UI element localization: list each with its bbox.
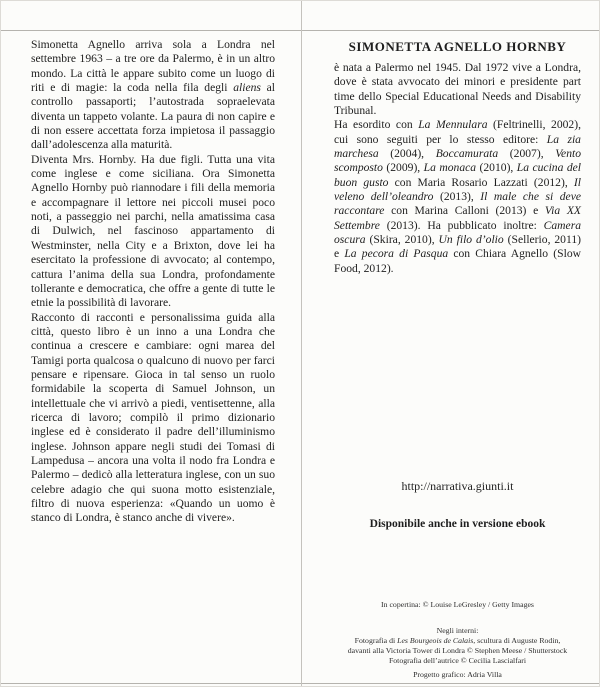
flap-paragraph: Diventa Mrs. Hornby. Ha due figli. Tutta una vita come inglese e come siciliana. Ora Simonetta Agnello Hornby può riannodare i fili della memoria e accompagnare il lettore nei piccoli musei poco noti, a passeggio nei parchi, nella amatissima casa di Dulwich, nel fascinoso appartamento di Westminster, nella City e a Brixton, dove lei ha esercitato la professione di avvocato; al contempo, cattura l’anima della sua Londra, profondamente tollerante e democratica, che offre a gente di tutte le etnie la possibilità di lavorare. bbox=[31, 152, 275, 310]
author-bibliography-paragraph: Ha esordito con La Mennulara (Feltrinelli, 2002), cui sono seguiti per lo stesso editore: La zia marchesa (2004), Boccamurata (2007), Vento scomposto (2009), La monaca (2010), La cucina del buon gusto con Maria Rosario Lazzati (2012), Il veleno dell’oleandro (2013), Il male che si deve raccontare con Marina Calloni (2013) e Via XX Settembre (2013). Ha pubblicato inoltre: Camera oscura (Skira, 2010), Un filo d’olio (Sellerio, 2011) e La pecora di Pasqua con Chiara Agnello (Slow Food, 2012). bbox=[334, 118, 582, 275]
cover-photo-credit: In copertina: © Louise LeGresley / Getty Images bbox=[381, 600, 534, 609]
interior-credit-line: Fotografia di Les Bourgeois de Calais, scultura di Auguste Rodin, bbox=[354, 636, 561, 645]
graphic-design-credit: Progetto grafico: Adria Villa bbox=[413, 670, 502, 679]
interior-credit-line: Negli interni: bbox=[436, 626, 479, 635]
flap-paragraph: Simonetta Agnello arriva sola a Londra nel settembre 1963 – a tre ore da Palermo, è in un altro mondo. La città le appare subito come un luogo di riti e di magie: la coda nella fila degli aliens al controllo passaporti; l’autostrada sopraelevata diventa un tappeto volante. La paura di non capire e di non essere accettata forza impietosa il passaggio dall’adolescenza alla maturità. bbox=[31, 38, 275, 152]
author-bio-paragraph: è nata a Palermo nel 1945. Dal 1972 vive a Londra, dove è stata avvocato dei minori e presidente part time dello Special Educational Needs and Disability Tribunal. bbox=[334, 61, 581, 118]
ebook-availability-note: Disponibile anche in versione ebook bbox=[369, 518, 546, 530]
interior-credit-line: davanti alla Victoria Tower di Londra © Stephen Meese / Shutterstock bbox=[347, 646, 568, 655]
flap-paragraph: Racconto di racconti e personalissima guida alla città, questo libro è un inno a una Londra che continua a crescere e cambiare: ogni marea del Tamigi porta qualcosa o qualcuno di nuovo per farci pensare e ripensare. Gioca in tal senso un ruolo formidabile la scoperta di Samuel Johnson, un intellettuale che vi arrivò a piedi, ventisettenne, alla ricerca di lavoro; compilò il primo dizionario inglese ed è considerato il padre dell’illuminismo inglese. Johnson appare negli studi dei Tomasi di Lampedusa – ancora una volta il nodo fra Londra e Palermo – dedicò alla letteratura inglese, con un suo celebre adagio che qui suona motto esistenziale, filtro di nuova esperienza: «Quando un uomo è stanco di Londra, è stanco anche di vivere». bbox=[31, 310, 275, 525]
author-name-title: SIMONETTA AGNELLO HORNBY bbox=[348, 39, 567, 54]
top-edge-line bbox=[1, 30, 599, 31]
publisher-url: http://narrativa.giunti.it bbox=[401, 479, 514, 493]
center-fold-line bbox=[301, 1, 302, 686]
interior-credit-line: Fotografia dell’autrice © Cecilia Lascialfari bbox=[388, 656, 527, 665]
interior-photo-credits bbox=[334, 626, 581, 666]
bottom-edge-line bbox=[1, 683, 599, 684]
right-flap bbox=[334, 39, 581, 683]
left-flap bbox=[31, 38, 275, 526]
